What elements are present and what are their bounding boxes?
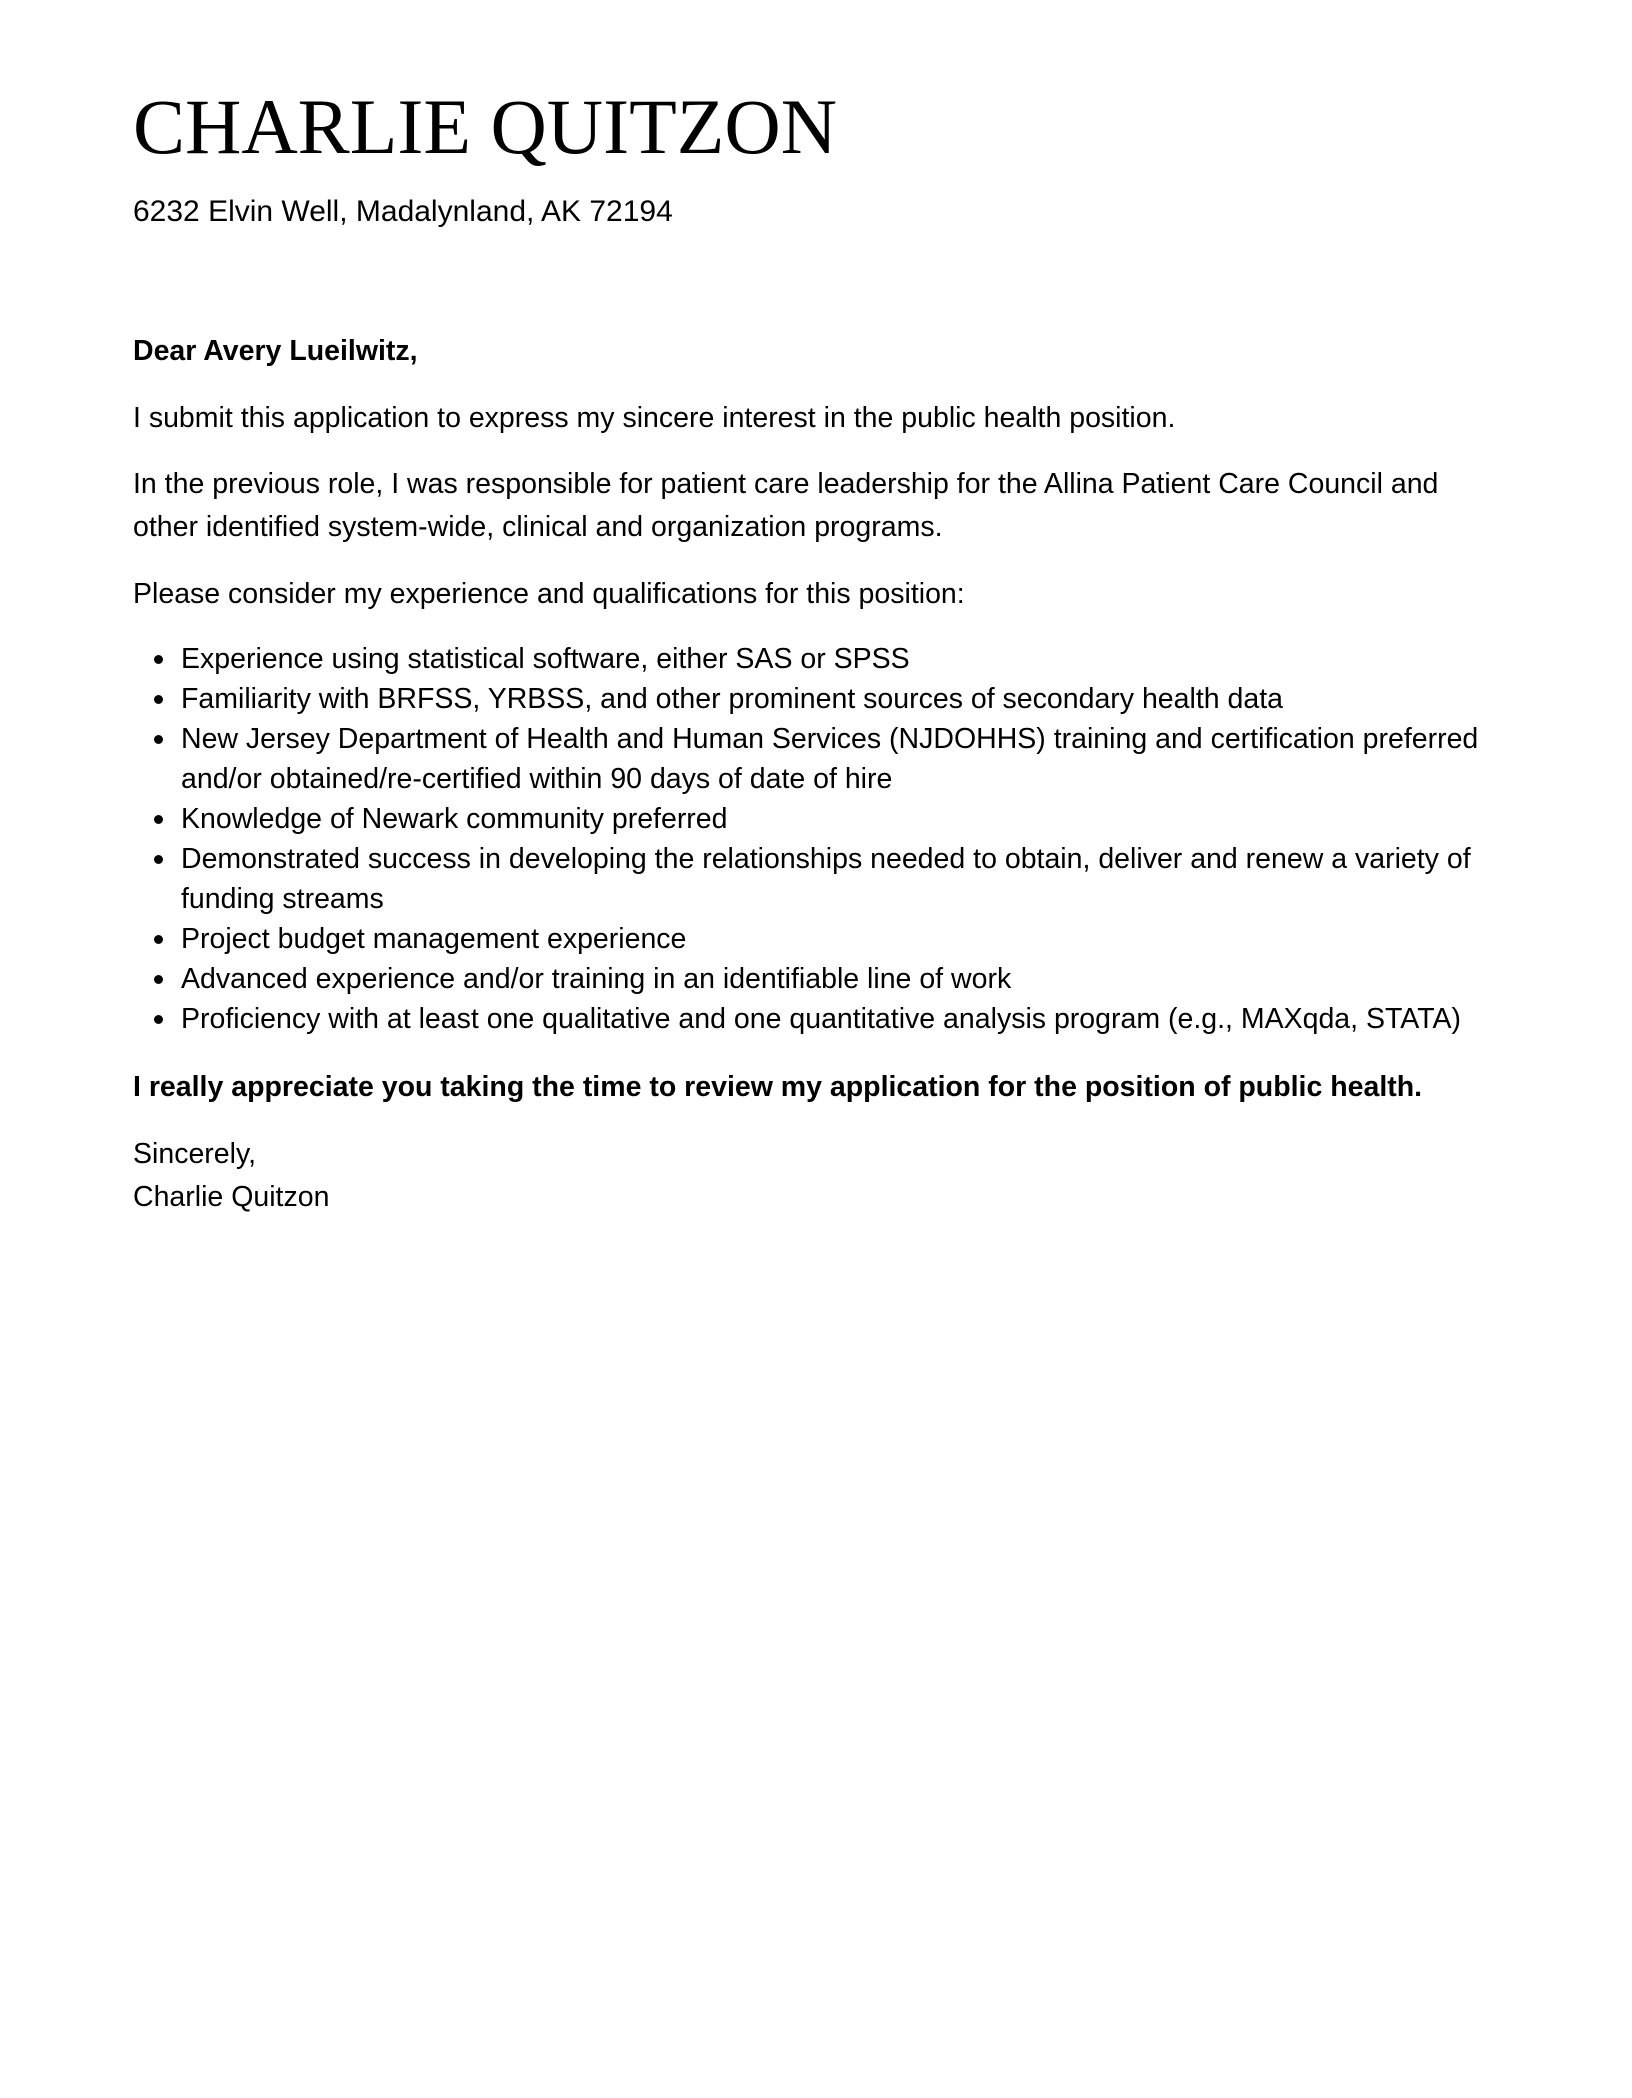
list-item — [181, 719, 1503, 799]
bullet-icon — [154, 855, 163, 864]
list-item-text: Proficiency with at least one qualitative and one quantitative analysis program (e.g., MAXqda, STATA) — [181, 1003, 1461, 1035]
bullet-icon — [154, 935, 163, 944]
list-item-text: Project budget management experience — [181, 923, 687, 955]
bullet-icon — [154, 695, 163, 704]
applicant-name: CHARLIE QUITZON — [133, 83, 838, 170]
list-item — [181, 799, 1503, 839]
qualifications-list — [133, 639, 1503, 1039]
list-item-text: Advanced experience and/or training in an identifiable line of work — [181, 963, 1012, 995]
bullet-icon — [154, 815, 163, 824]
signature: Charlie Quitzon — [133, 1180, 330, 1213]
signoff: Sincerely, — [133, 1137, 257, 1170]
bullet-icon — [154, 1015, 163, 1024]
list-item — [181, 959, 1503, 999]
list-item-text: Experience using statistical software, either SAS or SPSS — [181, 643, 910, 675]
experience-paragraph: In the previous role, I was responsible for patient care leadership for the Allina Patient Care Council and other identified system-wide, clinical and organization programs. — [133, 468, 1439, 543]
list-item — [181, 839, 1503, 919]
bullet-icon — [154, 975, 163, 984]
list-item — [181, 639, 1503, 679]
list-item-text: Demonstrated success in developing the relationships needed to obtain, deliver and renew a variety of funding streams — [181, 843, 1471, 915]
greeting: Dear Avery Lueilwitz, — [133, 335, 418, 367]
list-item-text: Familiarity with BRFSS, YRBSS, and other prominent sources of secondary health data — [181, 683, 1283, 715]
list-item — [181, 999, 1503, 1039]
list-item-text: Knowledge of Newark community preferred — [181, 803, 728, 835]
list-item — [181, 679, 1503, 719]
qualifications-intro: Please consider my experience and qualifications for this position: — [133, 577, 965, 610]
letter-body — [133, 330, 1503, 1219]
closing-statement: I really appreciate you taking the time to review my application for the position of public health. — [133, 1071, 1423, 1103]
list-item — [181, 919, 1503, 959]
list-item-text: New Jersey Department of Health and Human Services (NJDOHHS) training and certification preferred and/or obtained/re-certified within 90 days of date of hire — [181, 723, 1479, 795]
intro-paragraph: I submit this application to express my sincere interest in the public health position. — [133, 401, 1176, 434]
bullet-icon — [154, 655, 163, 664]
applicant-address: 6232 Elvin Well, Madalynland, AK 72194 — [133, 195, 673, 228]
bullet-icon — [154, 735, 163, 744]
